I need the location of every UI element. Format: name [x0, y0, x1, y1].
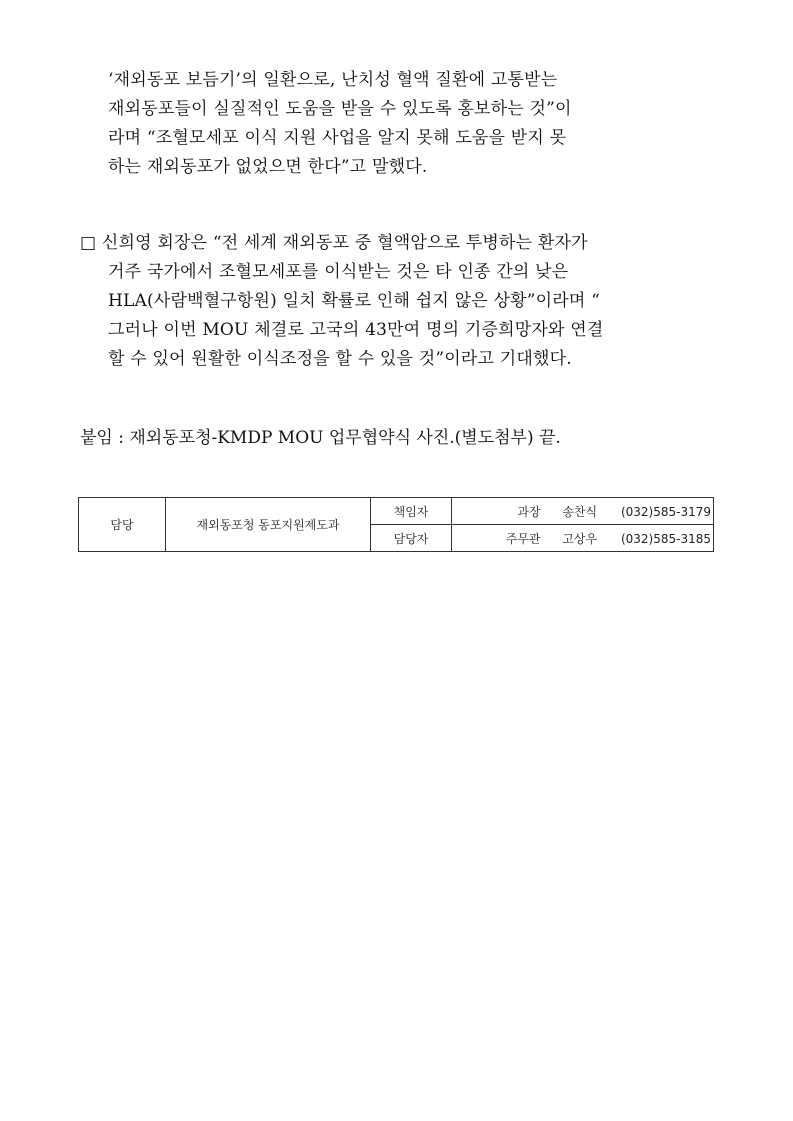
paragraph-quote-continuation — [108, 66, 572, 182]
paragraph-line: 할 수 있어 원활한 이식조정을 할 수 있을 것”이라고 기대했다. — [108, 349, 572, 369]
paragraph-line: 라며 “조혈모세포 이식 지원 사업을 알지 못해 도움을 받지 못 — [108, 128, 567, 148]
contact-label: 담당 — [79, 498, 166, 552]
paragraph-chairman-statement — [80, 229, 603, 374]
paragraph-line: ‘재외동포 보듬기’의 일환으로, 난치성 혈액 질환에 고통받는 — [108, 70, 558, 90]
table-row — [79, 498, 714, 525]
contact-info-cell — [452, 498, 714, 525]
person-name: 송찬식 — [562, 504, 598, 519]
paragraph-first-line — [80, 229, 603, 258]
job-title: 과장 — [517, 504, 541, 519]
phone-number: (032)585-3185 — [620, 531, 711, 546]
paragraph-line: HLA(사람백혈구항원) 일치 확률로 인해 쉽지 않은 상황”이라며 “ — [108, 291, 600, 311]
contact-info-cell — [452, 525, 714, 552]
role-cell: 책임자 — [371, 498, 452, 525]
person-name: 고상우 — [562, 531, 598, 546]
checkbox-bullet-icon: □ — [80, 233, 97, 253]
paragraph-line: 하는 재외동포가 없었으면 한다”고 말했다. — [108, 157, 428, 177]
paragraph-line: 그러나 이번 MOU 체결로 고국의 43만여 명의 기증희망자와 연결 — [108, 320, 604, 340]
phone-number: (032)585-3179 — [620, 504, 711, 519]
contact-table — [78, 497, 714, 552]
paragraph-line: 거주 국가에서 조혈모세포를 이식받는 것은 타 인종 간의 낮은 — [108, 262, 569, 282]
job-title: 주무관 — [505, 531, 541, 546]
department-name: 재외동포청 동포지원제도과 — [166, 498, 371, 552]
role-cell: 담당자 — [371, 525, 452, 552]
attachment-note: 붙임 : 재외동포청-KMDP MOU 업무협약식 사진.(별도첨부) 끝. — [80, 428, 561, 448]
paragraph-line: 신희영 회장은 “전 세계 재외동포 중 혈액암으로 투병하는 환자가 — [101, 233, 588, 253]
paragraph-line: 재외동포들이 실질적인 도움을 받을 수 있도록 홍보하는 것”이 — [108, 99, 572, 119]
